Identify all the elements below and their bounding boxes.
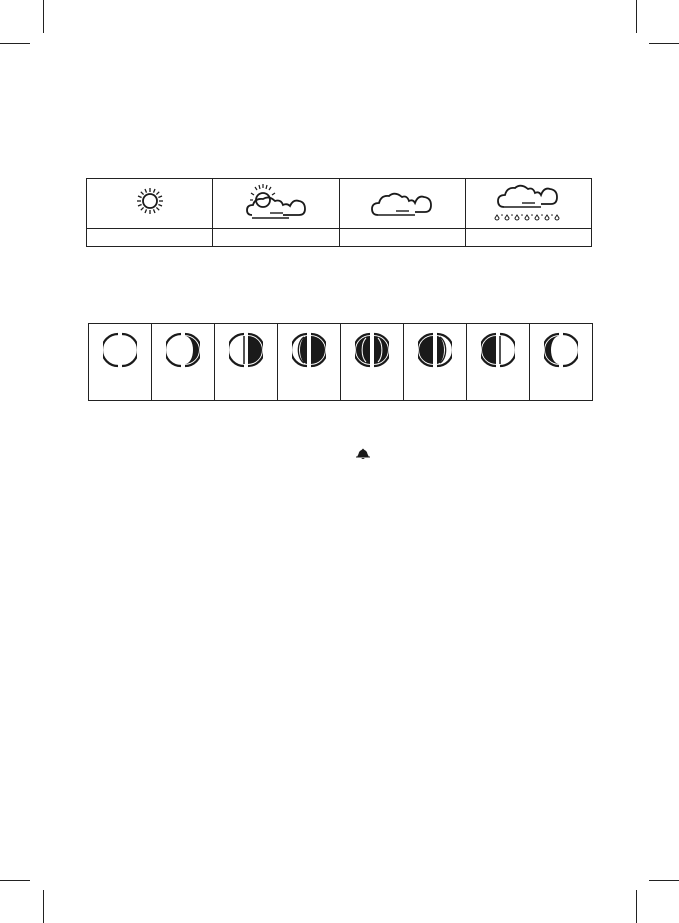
- moon-phase-table: [88, 323, 593, 401]
- moon-cell: [530, 324, 593, 401]
- bell-icon: [355, 448, 371, 460]
- weather-cell: [213, 179, 339, 229]
- moon-cell: [467, 324, 530, 401]
- weather-cell: [465, 179, 591, 229]
- partly-cloudy-icon: [243, 181, 309, 221]
- crop-mark: [0, 43, 30, 44]
- crop-mark: [649, 880, 679, 881]
- weather-cell: [339, 179, 465, 229]
- waning-crescent-icon: [544, 330, 578, 370]
- weather-cell: [87, 179, 213, 229]
- weather-forecast-table: [86, 178, 592, 247]
- weather-icon-row: [87, 179, 592, 229]
- weather-label: [465, 229, 591, 247]
- moon-cell: [152, 324, 215, 401]
- crop-mark: [43, 890, 44, 923]
- crop-mark: [0, 880, 30, 881]
- crop-mark: [43, 0, 44, 33]
- last-quarter-icon: [481, 330, 515, 370]
- moon-cell: [89, 324, 152, 401]
- cloudy-icon: [369, 183, 435, 219]
- moon-cell: [404, 324, 467, 401]
- crop-mark: [636, 890, 637, 923]
- weather-label: [213, 229, 339, 247]
- weather-label: [339, 229, 465, 247]
- moon-phase-row: [89, 324, 593, 401]
- moon-cell: [215, 324, 278, 401]
- waxing-gibbous-icon: [292, 330, 326, 370]
- moon-cell: [278, 324, 341, 401]
- new-moon-icon: [103, 330, 137, 370]
- crop-mark: [636, 0, 637, 33]
- rainy-icon: [491, 179, 565, 223]
- waning-gibbous-icon: [418, 330, 452, 370]
- moon-cell: [341, 324, 404, 401]
- full-moon-icon: [355, 330, 389, 370]
- sun-icon: [135, 186, 165, 216]
- waxing-crescent-icon: [166, 330, 200, 370]
- first-quarter-icon: [229, 330, 263, 370]
- weather-label: [87, 229, 213, 247]
- weather-label-row: [87, 229, 592, 247]
- crop-mark: [649, 43, 679, 44]
